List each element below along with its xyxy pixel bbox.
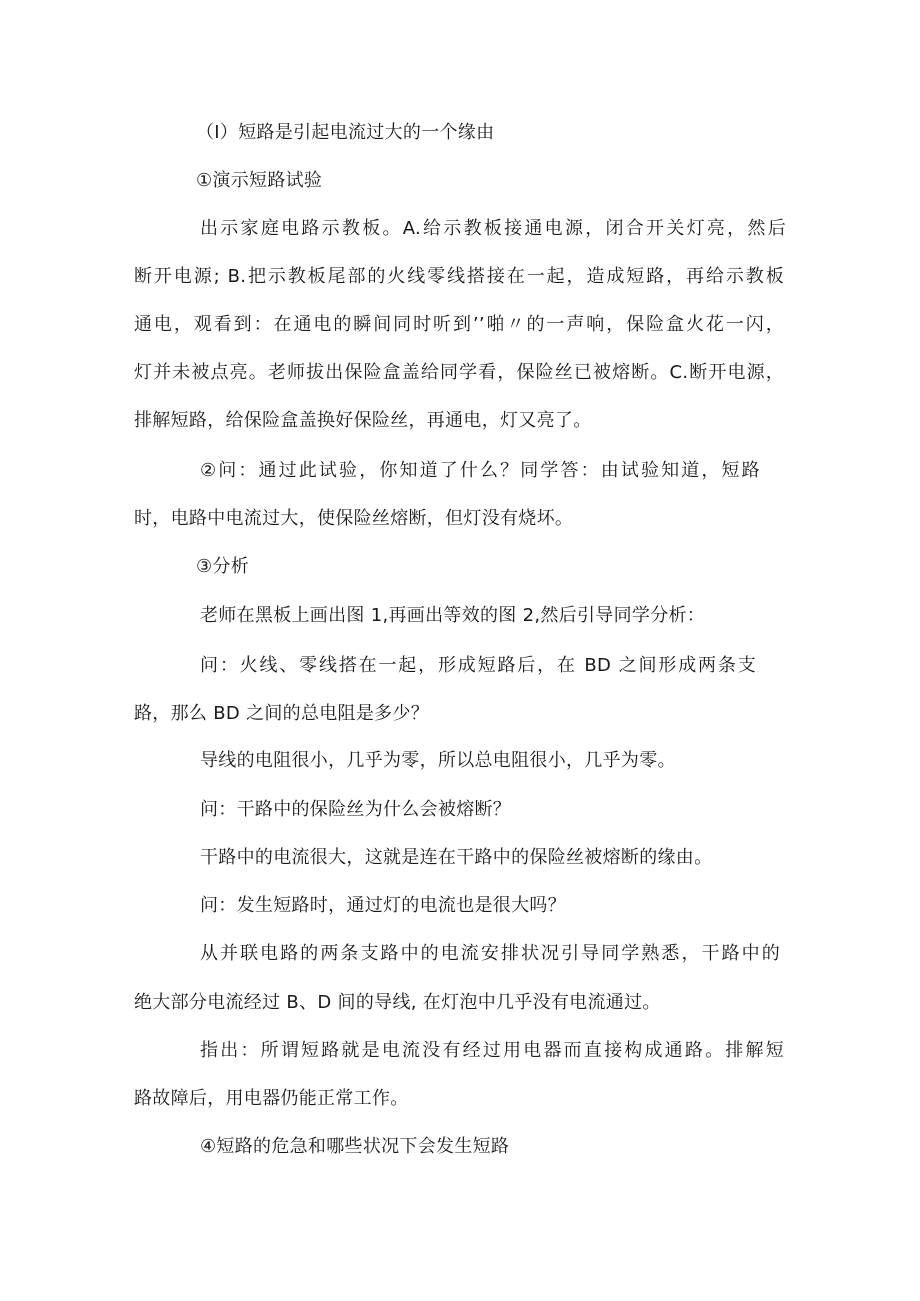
paragraph-conclusion-line-2: 路故障后，用电器仍能正常工作。 [134, 1088, 409, 1109]
subheading-demo-experiment: ①演示短路试验 [196, 170, 323, 191]
paragraph-question-line-1: ②问：通过此试验，你知道了什么？同学答：由试验知道，短路 [200, 460, 760, 481]
paragraph-a2: 干路中的电流很大，这就是连在干路中的保险丝被熔断的缘由。 [200, 847, 713, 868]
paragraph-a3-line-2: 绝大部分电流经过 B、D 间的导线, 在灯泡中几乎没有电流通过。 [134, 992, 661, 1013]
paragraph-demo-line-5: 排解短路，给保险盒盖换好保险丝，再通电，灯又亮了。 [134, 410, 592, 431]
paragraph-q2: 问：干路中的保险丝为什么会被熔断？ [200, 799, 512, 820]
heading-short-circuit-cause: （I）短路是引起电流过大的一个缘由 [196, 122, 495, 143]
paragraph-analysis-intro: 老师在黑板上画出图 1,再画出等效的图 2,然后引导同学分析： [200, 605, 706, 626]
paragraph-q1-line-1: 问：火线、零线搭在一起，形成短路后，在 BD 之间形成两条支 [200, 655, 756, 676]
paragraph-question-line-2: 时，电路中电流过大，使保险丝熔断，但灯没有烧坏。 [134, 508, 574, 529]
paragraph-demo-line-2: 断开电源; B.把示教板尾部的火线零线搭接在一起，造成短路，再给示教板 [134, 266, 784, 287]
paragraph-demo-line-4: 灯并未被点亮。老师拔出保险盒盖给同学看，保险丝已被熔断。C.断开电源， [134, 362, 784, 383]
paragraph-a1: 导线的电阻很小，几乎为零，所以总电阻很小，几乎为零。 [200, 750, 676, 771]
paragraph-demo-line-1: 出示家庭电路示教板。A.给示教板接通电源，闭合开关灯亮，然后 [200, 218, 786, 239]
paragraph-demo-line-3: 通电，观看到：在通电的瞬间同时听到’’啪〃的一声响，保险盒火花一闪， [134, 314, 784, 335]
paragraph-q3: 问：发生短路时，通过灯的电流也是很大吗？ [200, 895, 566, 916]
paragraph-a3-line-1: 从并联电路的两条支路中的电流安排状况引导同学熟悉，干路中的 [200, 943, 780, 964]
paragraph-conclusion-line-1: 指出：所谓短路就是电流没有经过用电器而直接构成通路。排解短 [200, 1040, 784, 1061]
paragraph-q1-line-2: 路，那么 BD 之间的总电阻是多少？ [134, 703, 430, 724]
subheading-analysis: ③分析 [196, 556, 250, 577]
subheading-dangers: ④短路的危急和哪些状况下会发生短路 [200, 1136, 510, 1157]
